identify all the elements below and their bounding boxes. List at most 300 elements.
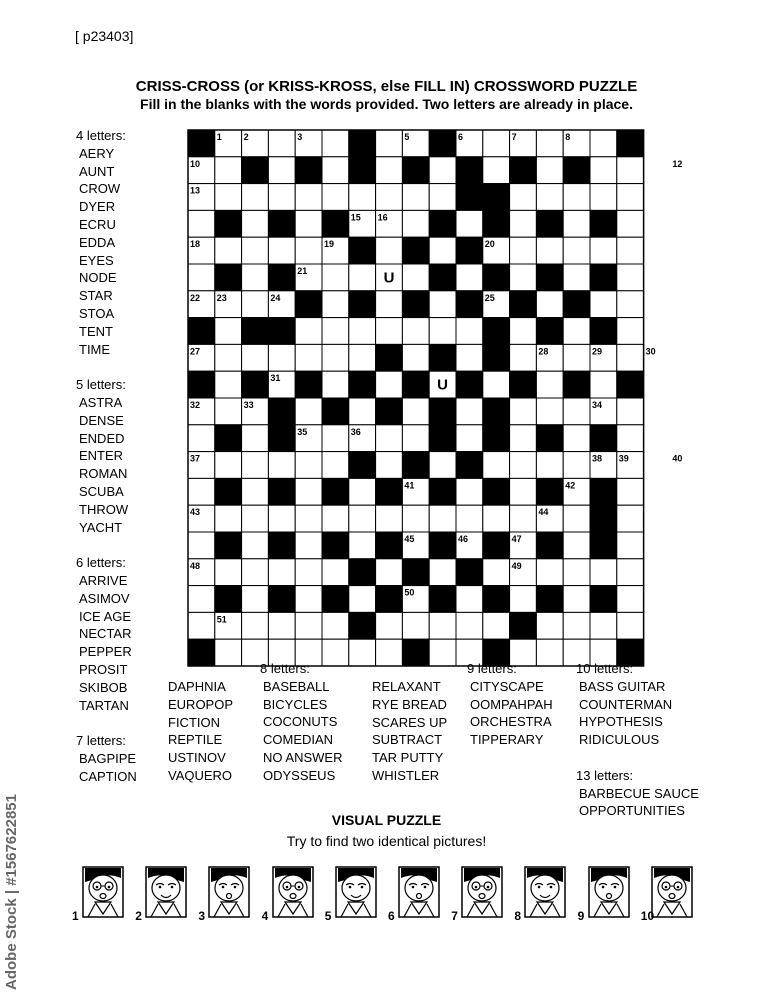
grid-block — [188, 130, 215, 157]
grid-cell[interactable] — [376, 371, 403, 398]
grid-cell[interactable] — [295, 318, 322, 345]
grid-cell[interactable] — [563, 264, 590, 291]
grid-cell[interactable] — [510, 264, 537, 291]
face-icon — [651, 866, 693, 918]
word-item: ENDED — [79, 430, 125, 446]
grid-cell[interactable] — [376, 291, 403, 318]
grid-cell[interactable] — [242, 237, 269, 264]
grid-cell[interactable] — [215, 318, 242, 345]
face-picture[interactable] — [398, 866, 440, 918]
grid-cell[interactable] — [322, 371, 349, 398]
grid-cell[interactable] — [563, 237, 590, 264]
grid-block — [349, 371, 376, 398]
face-icon — [461, 866, 503, 918]
grid-cell[interactable] — [349, 344, 376, 371]
grid-cell[interactable] — [349, 264, 376, 291]
grid-block — [456, 157, 483, 184]
grid-cell[interactable] — [322, 452, 349, 479]
crossword-grid[interactable] — [187, 129, 683, 667]
grid-cell[interactable] — [242, 478, 269, 505]
grid-cell[interactable] — [402, 264, 429, 291]
grid-cell[interactable] — [188, 532, 215, 559]
grid-cell[interactable] — [617, 264, 644, 291]
picture-number: 6 — [388, 909, 395, 923]
grid-cell[interactable] — [402, 210, 429, 237]
grid-block — [483, 184, 510, 211]
clue-number: 41 — [404, 480, 415, 491]
word-item: NECTAR — [79, 626, 132, 642]
picture-number: 5 — [324, 909, 332, 923]
grid-cell[interactable] — [590, 612, 617, 639]
face-picture[interactable] — [524, 866, 566, 918]
grid-cell[interactable] — [268, 612, 295, 639]
word-item: TENT — [79, 323, 113, 339]
word-item: RIDICULOUS — [579, 732, 660, 748]
clue-number: 12 — [672, 158, 683, 169]
grid-cell[interactable] — [322, 612, 349, 639]
grid-block — [349, 291, 376, 318]
grid-cell[interactable] — [322, 344, 349, 371]
grid-cell[interactable] — [242, 264, 269, 291]
grid-cell[interactable] — [563, 452, 590, 479]
word-item: ROMAN — [79, 466, 128, 482]
grid-block — [483, 210, 510, 237]
grid-cell[interactable] — [215, 184, 242, 211]
grid-cell[interactable] — [295, 237, 322, 264]
grid-block — [349, 452, 376, 479]
grid-cell[interactable] — [376, 318, 403, 345]
grid-cell[interactable] — [536, 291, 563, 318]
list-header: 13 letters: — [576, 767, 634, 783]
grid-block — [510, 157, 537, 184]
clue-number: 38 — [592, 453, 603, 464]
word-item: COCONUTS — [263, 714, 338, 730]
grid-cell[interactable] — [215, 371, 242, 398]
clue-number: 13 — [190, 185, 201, 196]
grid-cell[interactable] — [536, 184, 563, 211]
grid-cell[interactable] — [429, 505, 456, 532]
grid-cell[interactable] — [563, 505, 590, 532]
grid-cell[interactable] — [322, 318, 349, 345]
grid-cell[interactable] — [536, 398, 563, 425]
grid-cell[interactable] — [215, 559, 242, 586]
grid-cell[interactable] — [242, 210, 269, 237]
grid-cell[interactable] — [510, 237, 537, 264]
grid-cell[interactable] — [456, 586, 483, 613]
grid-cell[interactable] — [268, 559, 295, 586]
grid-block — [483, 532, 510, 559]
grid-cell[interactable] — [429, 452, 456, 479]
word-item: EUROPOP — [168, 696, 234, 712]
word-item: EDDA — [79, 234, 116, 250]
grid-cell[interactable] — [242, 291, 269, 318]
grid-block — [188, 371, 215, 398]
grid-cell[interactable] — [376, 157, 403, 184]
grid-cell[interactable] — [349, 318, 376, 345]
clue-number: 34 — [592, 400, 603, 410]
grid-cell[interactable] — [563, 425, 590, 452]
grid-cell[interactable] — [429, 612, 456, 639]
grid-cell[interactable] — [215, 237, 242, 264]
grid-block — [322, 398, 349, 425]
grid-cell[interactable] — [349, 586, 376, 613]
face-picture[interactable] — [651, 866, 693, 918]
grid-block — [242, 157, 269, 184]
grid-cell[interactable] — [536, 371, 563, 398]
grid-cell[interactable] — [295, 478, 322, 505]
grid-cell[interactable] — [188, 612, 215, 639]
grid-cell[interactable] — [563, 586, 590, 613]
word-list-col5 — [467, 660, 553, 749]
grid-cell[interactable] — [483, 452, 510, 479]
grid-cell[interactable] — [429, 184, 456, 211]
grid-cell[interactable] — [617, 184, 644, 211]
grid-cell[interactable] — [188, 210, 215, 237]
grid-block — [590, 264, 617, 291]
grid-cell[interactable] — [510, 318, 537, 345]
clue-number: 50 — [404, 587, 415, 598]
word-item: TIME — [79, 341, 111, 357]
grid-cell[interactable] — [322, 291, 349, 318]
grid-cell[interactable] — [536, 612, 563, 639]
grid-cell[interactable] — [268, 237, 295, 264]
grid-cell[interactable] — [322, 559, 349, 586]
puzzle-code: [ p23403] — [75, 28, 134, 44]
grid-cell[interactable] — [456, 210, 483, 237]
grid-cell[interactable] — [349, 478, 376, 505]
grid-cell[interactable] — [376, 612, 403, 639]
grid-cell[interactable] — [215, 505, 242, 532]
grid-block — [402, 291, 429, 318]
grid-cell[interactable] — [456, 318, 483, 345]
word-item: RELAXANT — [372, 679, 441, 694]
grid-cell[interactable] — [456, 264, 483, 291]
word-list-col6 — [576, 660, 699, 820]
grid-cell[interactable] — [349, 639, 376, 666]
grid-cell[interactable] — [590, 371, 617, 398]
grid-cell[interactable] — [322, 157, 349, 184]
face-picture[interactable] — [335, 866, 377, 918]
grid-block — [456, 452, 483, 479]
grid-block — [268, 264, 295, 291]
grid-cell[interactable] — [429, 318, 456, 345]
grid-block — [590, 478, 617, 505]
face-picture[interactable] — [588, 866, 630, 918]
grid-cell[interactable] — [483, 612, 510, 639]
grid-cell[interactable] — [617, 559, 644, 586]
grid-cell[interactable] — [295, 398, 322, 425]
grid-block — [429, 425, 456, 452]
face-picture[interactable] — [272, 866, 314, 918]
grid-cell[interactable] — [617, 157, 644, 184]
word-item: DYER — [79, 199, 116, 215]
grid-cell[interactable] — [483, 559, 510, 586]
grid-cell[interactable] — [563, 612, 590, 639]
grid-cell[interactable] — [617, 344, 644, 371]
grid-cell[interactable] — [510, 478, 537, 505]
word-item: ORCHESTRA — [470, 714, 552, 730]
clue-number: 5 — [404, 132, 410, 142]
grid-cell[interactable] — [536, 157, 563, 184]
grid-cell[interactable] — [242, 505, 269, 532]
face-picture[interactable] — [208, 866, 250, 918]
grid-cell[interactable] — [295, 184, 322, 211]
grid-cell[interactable] — [563, 559, 590, 586]
grid-block — [510, 291, 537, 318]
word-item: OPPORTUNITIES — [579, 803, 685, 819]
grid-cell[interactable] — [617, 532, 644, 559]
grid-cell[interactable] — [268, 452, 295, 479]
grid-cell[interactable] — [349, 398, 376, 425]
grid-cell[interactable] — [402, 398, 429, 425]
face-picture[interactable] — [82, 866, 124, 918]
grid-block — [188, 318, 215, 345]
word-item: THROW — [79, 501, 129, 517]
grid-cell[interactable] — [322, 184, 349, 211]
picture-number: 1 — [72, 909, 79, 923]
grid-cell[interactable] — [242, 559, 269, 586]
grid-cell[interactable] — [510, 505, 537, 532]
grid-block — [536, 264, 563, 291]
grid-cell[interactable] — [402, 344, 429, 371]
grid-cell[interactable] — [322, 425, 349, 452]
grid-cell[interactable] — [295, 210, 322, 237]
grid-cell[interactable] — [429, 237, 456, 264]
grid-cell[interactable] — [510, 452, 537, 479]
grid-cell[interactable] — [215, 452, 242, 479]
grid-cell[interactable] — [188, 264, 215, 291]
clue-number: 40 — [672, 453, 683, 464]
grid-cell[interactable] — [215, 344, 242, 371]
word-item: NODE — [79, 270, 117, 286]
grid-cell[interactable] — [242, 586, 269, 613]
grid-cell[interactable] — [510, 398, 537, 425]
grid-cell[interactable] — [617, 318, 644, 345]
word-item: ICE AGE — [79, 608, 132, 624]
grid-cell[interactable] — [590, 237, 617, 264]
visual-puzzle-title: VISUAL PUZZLE — [331, 812, 442, 828]
clue-number: 30 — [645, 346, 656, 357]
grid-cell[interactable] — [349, 505, 376, 532]
grid-cell[interactable] — [268, 157, 295, 184]
grid-cell[interactable] — [295, 344, 322, 371]
word-item: CITYSCAPE — [470, 678, 544, 694]
grid-block — [322, 532, 349, 559]
grid-block — [188, 639, 215, 666]
grid-cell[interactable] — [402, 425, 429, 452]
grid-cell[interactable] — [376, 452, 403, 479]
grid-cell[interactable] — [510, 344, 537, 371]
grid-cell[interactable] — [402, 612, 429, 639]
face-picture[interactable] — [461, 866, 503, 918]
word-item: AUNT — [79, 163, 115, 179]
grid-cell[interactable] — [429, 291, 456, 318]
grid-cell[interactable] — [295, 532, 322, 559]
grid-cell[interactable] — [268, 505, 295, 532]
grid-cell[interactable] — [429, 157, 456, 184]
grid-cell[interactable] — [617, 478, 644, 505]
grid-cell[interactable] — [268, 184, 295, 211]
grid-cell[interactable] — [376, 425, 403, 452]
grid-cell[interactable] — [322, 264, 349, 291]
grid-cell[interactable] — [483, 371, 510, 398]
grid-cell[interactable] — [590, 184, 617, 211]
grid-cell[interactable] — [617, 612, 644, 639]
grid-cell[interactable] — [376, 130, 403, 157]
grid-cell[interactable] — [349, 532, 376, 559]
grid-cell[interactable] — [617, 586, 644, 613]
grid-cell[interactable] — [536, 559, 563, 586]
grid-cell[interactable] — [215, 157, 242, 184]
face-icon — [335, 866, 377, 918]
grid-cell[interactable] — [590, 559, 617, 586]
prefilled-letter: U — [437, 376, 449, 394]
grid-cell[interactable] — [456, 478, 483, 505]
grid-cell[interactable] — [402, 505, 429, 532]
grid-block — [590, 505, 617, 532]
grid-cell[interactable] — [617, 398, 644, 425]
grid-block — [215, 478, 242, 505]
clue-number: 33 — [243, 400, 254, 410]
grid-cell[interactable] — [456, 344, 483, 371]
grid-cell[interactable] — [563, 184, 590, 211]
grid-cell[interactable] — [295, 452, 322, 479]
prefilled-letter: U — [383, 269, 395, 287]
grid-block — [268, 586, 295, 613]
grid-cell[interactable] — [188, 586, 215, 613]
list-header: 5 letters: — [76, 377, 126, 393]
clue-number: 15 — [350, 212, 361, 223]
grid-cell[interactable] — [483, 505, 510, 532]
grid-cell[interactable] — [402, 318, 429, 345]
word-item: ASIMOV — [79, 590, 130, 606]
grid-cell[interactable] — [295, 559, 322, 586]
grid-cell[interactable] — [617, 210, 644, 237]
word-list-col4 — [372, 678, 447, 785]
grid-cell[interactable] — [349, 184, 376, 211]
grid-cell[interactable] — [590, 130, 617, 157]
grid-cell[interactable] — [456, 398, 483, 425]
grid-cell[interactable] — [590, 157, 617, 184]
grid-cell[interactable] — [242, 425, 269, 452]
grid-cell[interactable] — [617, 505, 644, 532]
grid-cell[interactable] — [617, 291, 644, 318]
clue-number: 29 — [592, 346, 603, 357]
clue-number: 49 — [511, 560, 522, 571]
grid-cell[interactable] — [510, 210, 537, 237]
grid-cell[interactable] — [510, 586, 537, 613]
grid-block — [536, 532, 563, 559]
clue-number: 7 — [511, 132, 517, 142]
grid-cell[interactable] — [590, 291, 617, 318]
grid-cell[interactable] — [617, 237, 644, 264]
grid-cell[interactable] — [188, 425, 215, 452]
page-subtitle: Fill in the blanks with the words provided. Two letters are already in place. — [140, 96, 633, 112]
word-item: BAGPIPE — [79, 750, 137, 766]
grid-block — [536, 210, 563, 237]
grid-cell[interactable] — [242, 452, 269, 479]
grid-cell[interactable] — [376, 559, 403, 586]
grid-cell[interactable] — [242, 184, 269, 211]
word-item: PEPPER — [79, 644, 132, 660]
grid-cell[interactable] — [376, 505, 403, 532]
clue-number: 24 — [270, 292, 281, 303]
grid-cell[interactable] — [483, 130, 510, 157]
grid-cell[interactable] — [295, 505, 322, 532]
list-header: 6 letters: — [76, 555, 126, 571]
clue-number: 26 — [270, 319, 281, 330]
grid-cell[interactable] — [376, 184, 403, 211]
picture-number: 4 — [261, 909, 269, 923]
grid-block — [322, 478, 349, 505]
grid-block — [349, 612, 376, 639]
grid-cell[interactable] — [617, 425, 644, 452]
grid-block — [215, 425, 242, 452]
word-item: CROW — [79, 181, 121, 197]
grid-cell[interactable] — [429, 639, 456, 666]
grid-cell[interactable] — [510, 425, 537, 452]
clue-number: 32 — [190, 400, 201, 410]
grid-cell[interactable] — [268, 344, 295, 371]
grid-cell[interactable] — [536, 237, 563, 264]
grid-cell[interactable] — [242, 344, 269, 371]
grid-cell[interactable] — [536, 130, 563, 157]
grid-cell[interactable] — [402, 184, 429, 211]
grid-cell[interactable] — [456, 425, 483, 452]
grid-cell[interactable] — [563, 344, 590, 371]
grid-block — [268, 210, 295, 237]
grid-cell[interactable] — [295, 612, 322, 639]
clue-number: 42 — [565, 480, 576, 491]
grid-block — [536, 478, 563, 505]
grid-cell[interactable] — [376, 639, 403, 666]
list-header: 10 letters: — [576, 661, 634, 676]
grid-cell[interactable] — [563, 210, 590, 237]
grid-cell[interactable] — [295, 586, 322, 613]
grid-cell[interactable] — [268, 130, 295, 157]
grid-cell[interactable] — [215, 639, 242, 666]
grid-block — [268, 425, 295, 452]
grid-cell[interactable] — [376, 237, 403, 264]
face-icon — [524, 866, 566, 918]
word-item: WHISTLER — [372, 767, 440, 783]
grid-block — [456, 371, 483, 398]
grid-cell[interactable] — [510, 184, 537, 211]
clue-number: 10 — [190, 158, 201, 169]
word-list-left — [76, 127, 137, 785]
word-item: TIPPERARY — [470, 732, 544, 748]
grid-cell[interactable] — [215, 398, 242, 425]
grid-block — [295, 157, 322, 184]
word-item: SCUBA — [79, 483, 124, 499]
grid-cell[interactable] — [563, 532, 590, 559]
grid-cell[interactable] — [242, 612, 269, 639]
grid-cell[interactable] — [456, 612, 483, 639]
grid-cell[interactable] — [429, 559, 456, 586]
grid-cell[interactable] — [563, 318, 590, 345]
grid-cell[interactable] — [456, 505, 483, 532]
word-item: STAR — [79, 288, 113, 304]
grid-cell[interactable] — [322, 130, 349, 157]
grid-cell[interactable] — [483, 157, 510, 184]
grid-cell[interactable] — [242, 532, 269, 559]
clue-number: 51 — [216, 614, 227, 625]
grid-cell[interactable] — [188, 478, 215, 505]
face-picture[interactable] — [145, 866, 187, 918]
grid-cell[interactable] — [322, 505, 349, 532]
grid-cell[interactable] — [536, 452, 563, 479]
grid-cell[interactable] — [563, 398, 590, 425]
